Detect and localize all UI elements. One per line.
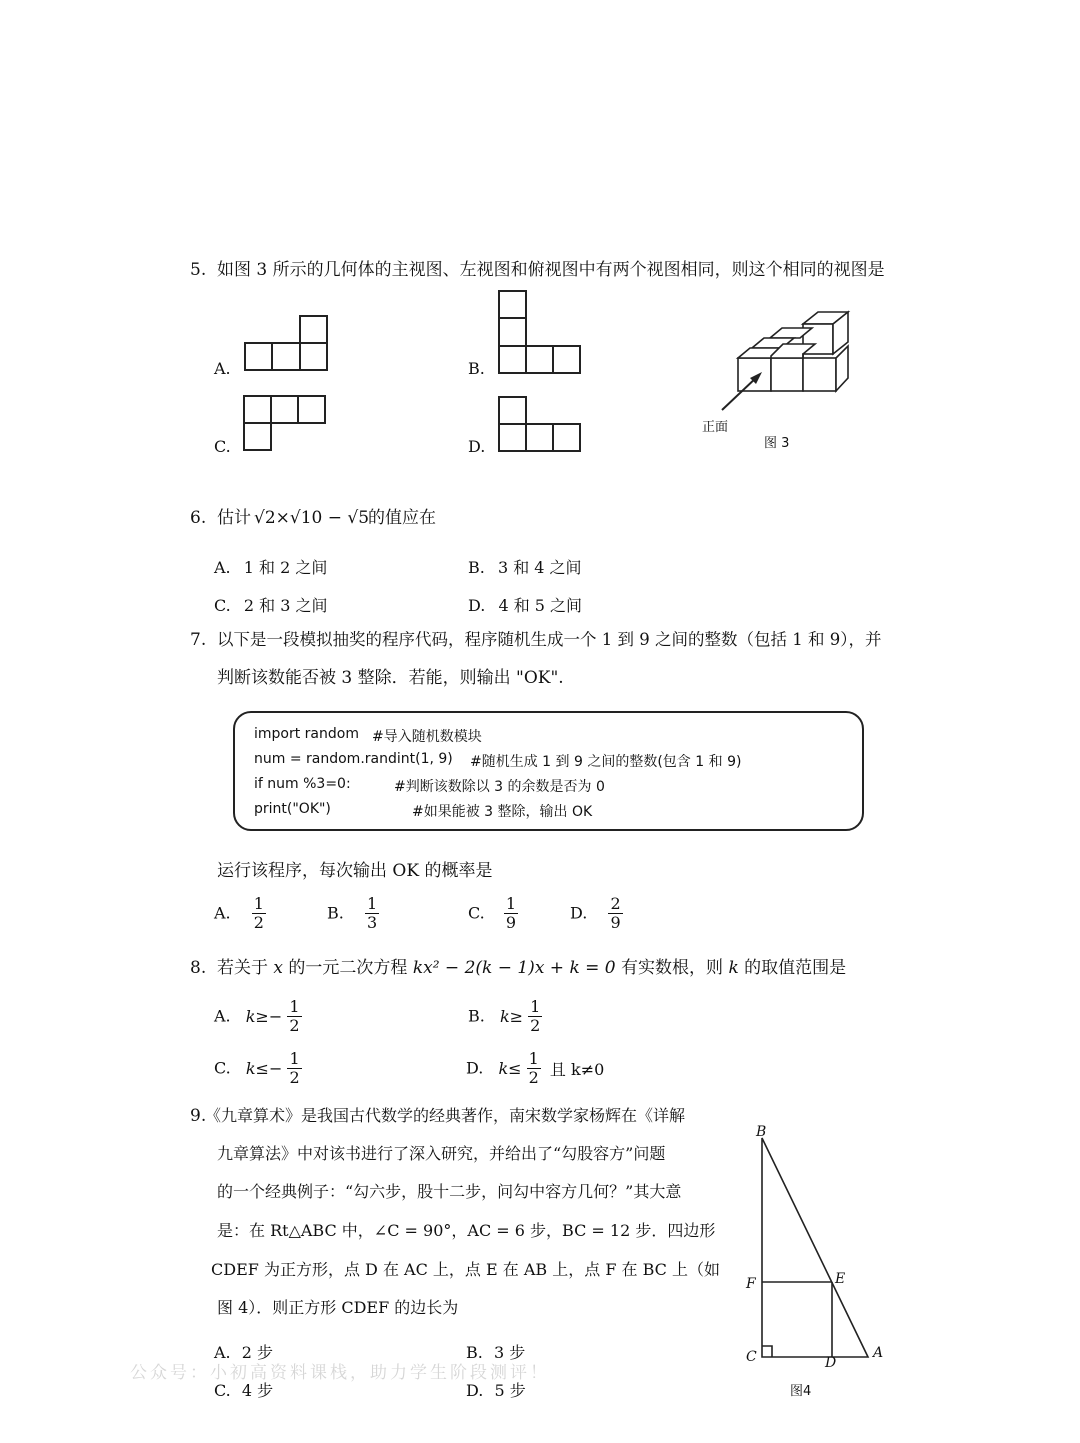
q5-option-a-label: A. xyxy=(214,359,231,378)
q6-option-c-text: 2 和 3 之间 xyxy=(243,596,328,615)
q7-option-a-den: 2 xyxy=(253,912,264,932)
q8-number: 8. xyxy=(190,958,207,978)
q8-option-d xyxy=(466,1050,604,1086)
q6-option-b xyxy=(468,555,582,578)
q8-option-d-extra: 且 k≠0 xyxy=(549,1059,605,1079)
q8-option-b xyxy=(468,998,542,1034)
q8-option-b-letter: B. xyxy=(468,1006,485,1026)
q5-number: 5. xyxy=(190,260,207,280)
q7-option-c-fraction xyxy=(504,895,518,931)
q8-var-x: x xyxy=(273,958,283,978)
q5-option-b-label: B. xyxy=(468,359,485,378)
q7-option-a-num: 1 xyxy=(253,894,264,913)
q6-number: 6. xyxy=(190,508,207,528)
q8-option-c-den: 2 xyxy=(289,1067,300,1087)
q6-option-b-text: 3 和 4 之间 xyxy=(497,558,582,577)
q6-option-a-text: 1 和 2 之间 xyxy=(243,558,328,577)
q5-option-d-figure xyxy=(497,395,583,453)
q7-option-c-den: 9 xyxy=(505,912,517,932)
q8-option-b-den: 2 xyxy=(530,1015,541,1035)
q7-option-d xyxy=(570,895,623,931)
q7-option-a xyxy=(214,895,266,931)
q6-text-suffix: 的值应在 xyxy=(368,508,436,528)
q7-option-b-den: 3 xyxy=(366,912,378,932)
q9-option-b-letter: B. xyxy=(466,1343,483,1362)
q9-option-d-letter: D. xyxy=(466,1381,484,1400)
q7-option-d-den: 9 xyxy=(610,912,621,932)
q7-number: 7. xyxy=(190,630,207,650)
q6-option-a xyxy=(214,555,327,578)
point-d-label: D xyxy=(825,1355,837,1371)
q9-line-5: CDEF 为正方形，点 D 在 AC 上，点 E 在 AB 上，点 F 在 BC 上（如 xyxy=(211,1260,720,1279)
q8-var-k: k xyxy=(728,958,739,978)
q5-option-b-figure xyxy=(497,290,583,376)
q9-line-3: 的一个经典例子：“勾六步，股十二步，问勾中容方几何？”其大意 xyxy=(217,1182,682,1201)
q7-line-1: 以下是一段模拟抽奖的程序代码，程序随机生成一个 1 到 9 之间的整数（包括 1 和 9），并 xyxy=(217,630,882,649)
q6-option-d xyxy=(468,593,582,616)
q7-option-c-num: 1 xyxy=(505,894,517,913)
q8-option-b-fraction xyxy=(528,998,542,1034)
code-comment-3: #判断该数除以 3 的余数是否为 0 xyxy=(394,779,605,795)
q8-option-c-fraction xyxy=(287,1050,301,1086)
q8-option-d-rel: k≤ xyxy=(498,1058,522,1078)
q9-option-c-letter: C. xyxy=(214,1381,231,1400)
q5-option-d-label: D. xyxy=(468,437,486,456)
q5-option-c-figure xyxy=(242,394,330,452)
q6-text-prefix: 估计 xyxy=(217,508,251,528)
q7-option-d-num: 2 xyxy=(610,894,621,913)
figure-3-caption: 图 3 xyxy=(764,436,790,451)
q7-after-text: 运行该程序，每次输出 OK 的概率是 xyxy=(217,861,493,881)
q9-line-1: 《九章算术》是我国古代数学的经典著作，南宋数学家杨辉在《详解 xyxy=(205,1106,686,1125)
q9-line-2: 九章算法》中对该书进行了深入研究，并给出了“勾股容方”问题 xyxy=(217,1144,666,1163)
point-a-label: A xyxy=(873,1345,884,1361)
q6-expression: √2×√10 − √5 xyxy=(254,508,370,528)
q7-option-b-letter: B. xyxy=(327,903,344,923)
q8-text-a: 若关于 xyxy=(217,958,268,978)
q8-option-c-letter: C. xyxy=(214,1058,231,1078)
q8-option-d-fraction xyxy=(527,1050,541,1086)
q6-option-c-letter: C. xyxy=(214,596,231,615)
q8-option-c xyxy=(214,1050,302,1086)
q5-option-a-figure xyxy=(244,314,334,372)
point-b-label: B xyxy=(756,1124,767,1140)
q8-option-a-den: 2 xyxy=(289,1015,300,1035)
q6-option-d-letter: D. xyxy=(468,596,486,615)
q7-option-d-letter: D. xyxy=(570,903,588,923)
code-comment-2: #随机生成 1 到 9 之间的整数(包含 1 和 9) xyxy=(470,754,742,770)
q9-option-a-text: 2 步 xyxy=(241,1343,274,1362)
q8-text-d: 的取值范围是 xyxy=(744,958,847,978)
q9-line-6: 图 4）．则正方形 CDEF 的边长为 xyxy=(217,1298,459,1317)
figure-4-caption: 图4 xyxy=(790,1384,812,1399)
figure-3-cubes xyxy=(700,300,860,434)
code-line-2: num = random.randint(1, 9) xyxy=(254,751,453,767)
q8-option-b-num: 1 xyxy=(530,997,541,1016)
q8-option-a xyxy=(214,998,302,1034)
q7-option-b xyxy=(327,895,379,931)
code-line-1: import random xyxy=(254,726,359,742)
q7-option-c xyxy=(468,895,518,931)
q7-option-b-num: 1 xyxy=(366,894,378,913)
q7-option-b-fraction xyxy=(365,895,379,931)
q7-line-2: 判断该数能否被 3 整除．若能，则输出 "OK". xyxy=(217,668,564,688)
q6-option-c xyxy=(214,593,327,616)
code-line-4: print("OK") xyxy=(254,801,331,817)
q9-option-b-text: 3 步 xyxy=(493,1343,526,1362)
figure-4-triangle xyxy=(740,1120,900,1374)
code-line-3: if num %3=0: xyxy=(254,776,351,792)
q8-option-d-letter: D. xyxy=(466,1058,484,1078)
q7-option-c-letter: C. xyxy=(468,903,485,923)
q7-option-a-fraction xyxy=(252,895,266,931)
q8-question xyxy=(217,960,846,977)
q8-option-d-num: 1 xyxy=(528,1049,539,1068)
q8-text-b: 的一元二次方程 xyxy=(288,958,408,978)
figure-3-front-label: 正面 xyxy=(702,420,729,435)
q9-line-4: 是：在 Rt△ABC 中，∠C = 90°，AC = 6 步，BC = 12 步．四边形 xyxy=(217,1221,716,1240)
q5-option-c-label: C. xyxy=(214,437,231,456)
q9-number: 9. xyxy=(190,1106,207,1126)
q9-option-a-letter: A. xyxy=(214,1343,231,1362)
point-c-label: C xyxy=(746,1349,757,1365)
q8-option-d-den: 2 xyxy=(528,1067,539,1087)
q8-option-a-fraction xyxy=(287,998,301,1034)
q6-option-b-letter: B. xyxy=(468,558,485,577)
q9-option-d-text: 5 步 xyxy=(494,1381,526,1400)
q8-option-c-num: 1 xyxy=(289,1049,300,1068)
q8-equation: kx² − 2(k − 1)x + k = 0 xyxy=(412,958,616,978)
q8-text-c: 有实数根，则 xyxy=(621,958,724,978)
q9-option-c-text: 4 步 xyxy=(241,1381,274,1400)
code-comment-4: #如果能被 3 整除，输出 OK xyxy=(412,804,593,820)
q8-option-c-rel: k≤− xyxy=(245,1058,283,1078)
q6-option-a-letter: A. xyxy=(214,558,231,577)
q5-text: 如图 3 所示的几何体的主视图、左视图和俯视图中有两个视图相同，则这个相同的视图是 xyxy=(217,260,885,280)
point-f-label: F xyxy=(746,1276,756,1292)
point-e-label: E xyxy=(835,1271,846,1287)
q8-option-b-rel: k≥ xyxy=(499,1006,524,1026)
q8-option-a-num: 1 xyxy=(289,997,300,1016)
watermark-text: 公众号：小初高资料课栈，助力学生阶段测评！ xyxy=(130,1363,550,1383)
q8-option-a-rel: k≥− xyxy=(245,1006,283,1026)
q7-option-a-letter: A. xyxy=(214,903,231,923)
q7-option-d-fraction xyxy=(608,895,622,931)
code-comment-1: #导入随机数模块 xyxy=(372,729,482,745)
q8-option-a-letter: A. xyxy=(214,1006,231,1026)
q6-option-d-text: 4 和 5 之间 xyxy=(498,596,583,615)
